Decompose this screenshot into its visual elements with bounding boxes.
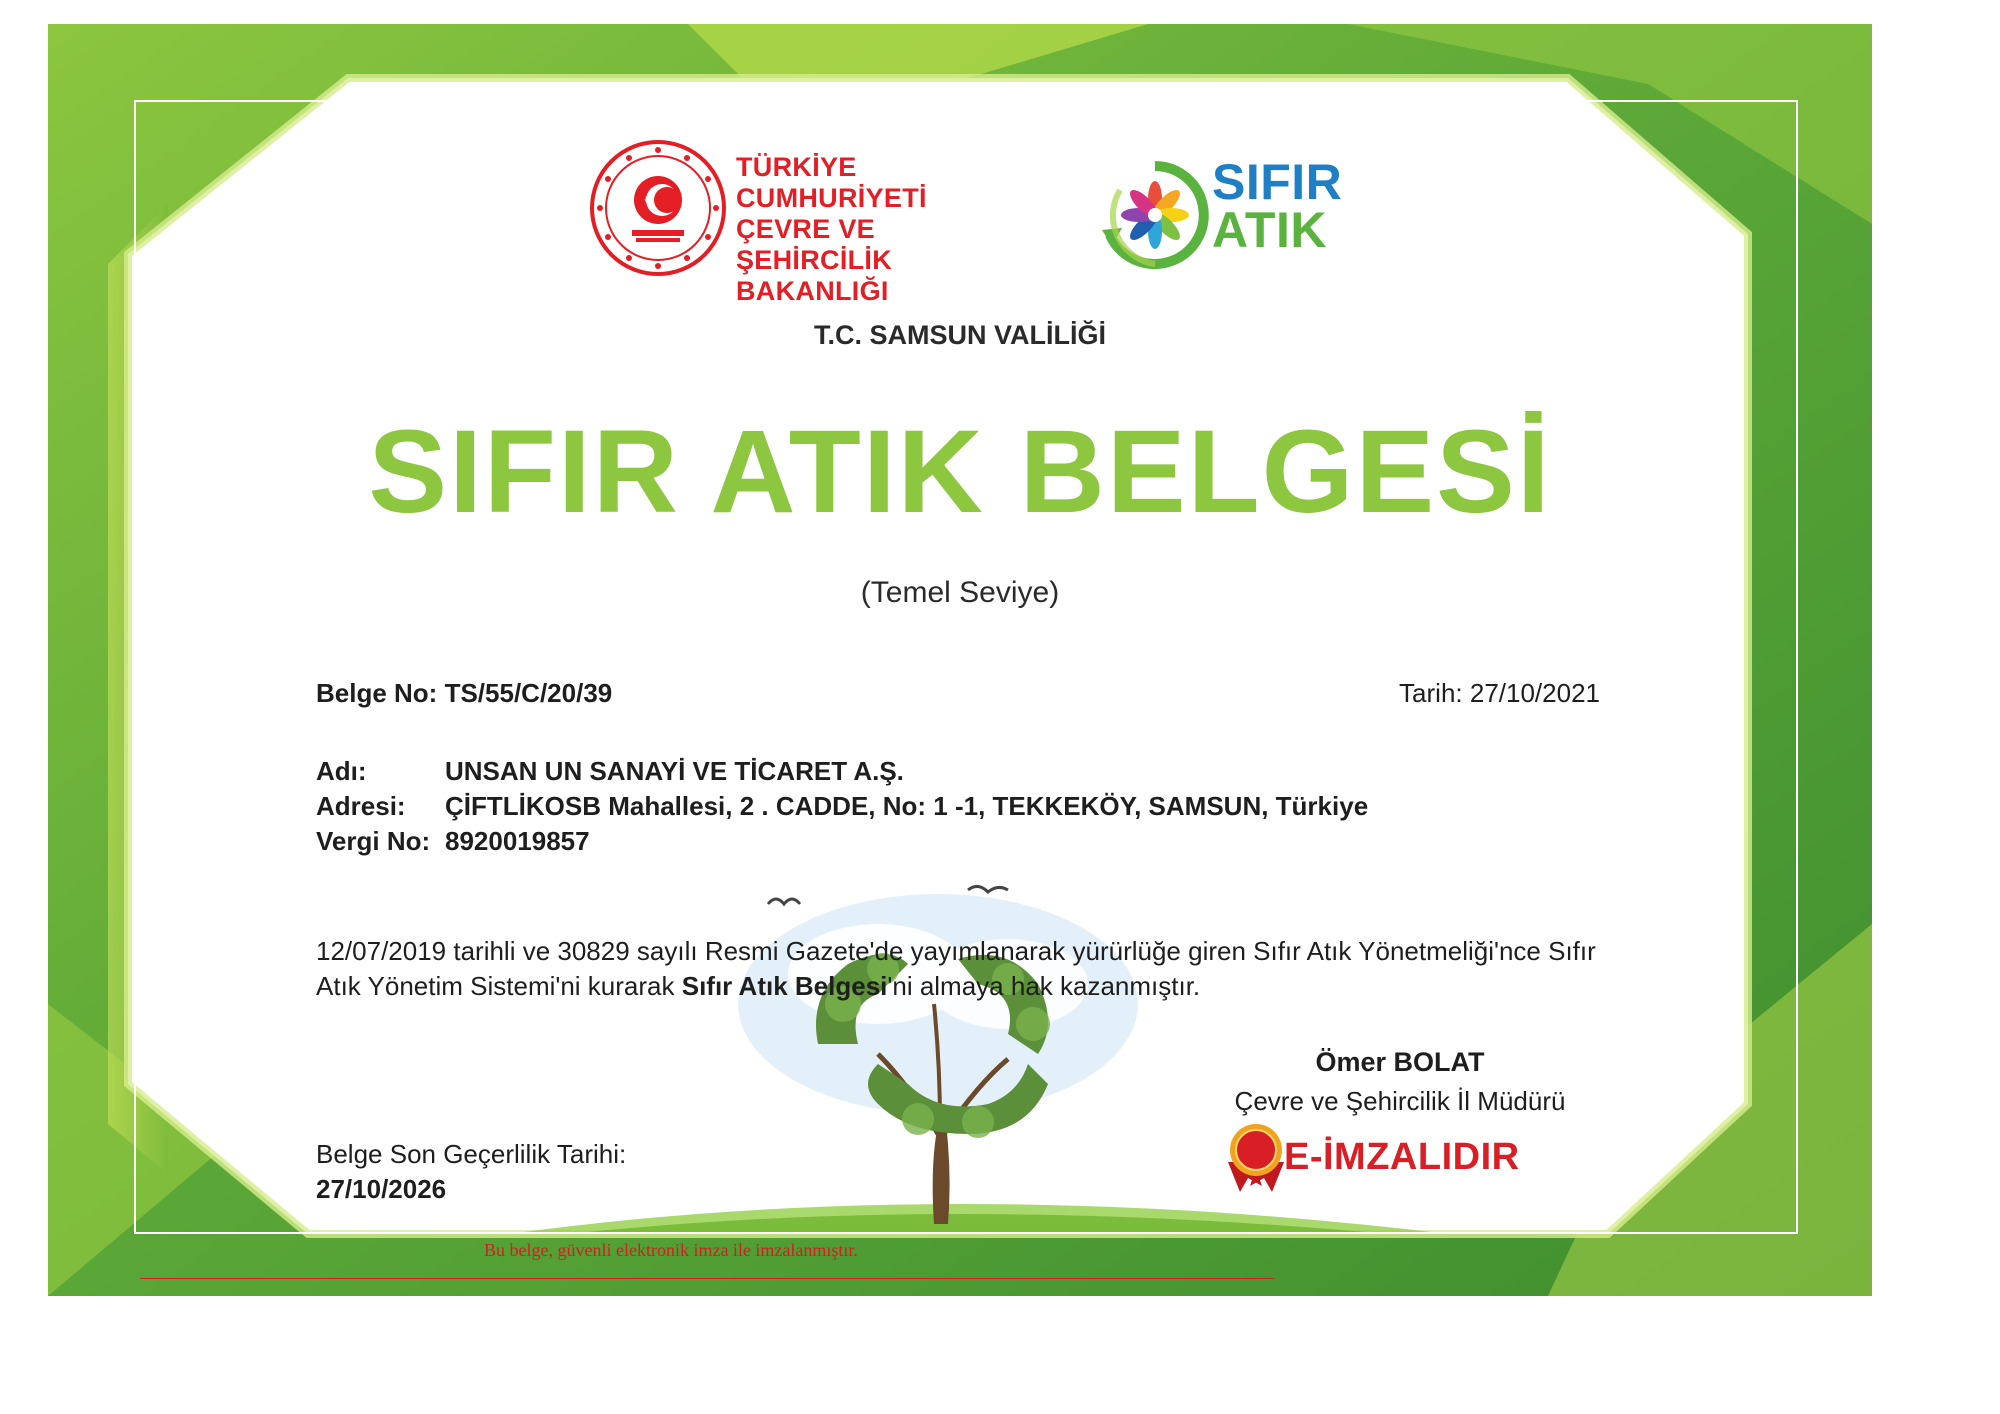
holder-address-label: Adresi: <box>316 791 406 821</box>
document-number-label: Belge No: <box>316 678 438 708</box>
holder-name: UNSAN UN SANAYİ VE TİCARET A.Ş. <box>445 756 904 786</box>
statement-bold-text: Sıfır Atık Belgesi <box>681 971 888 1001</box>
certificate-title: SIFIR ATIK BELGESİ <box>368 406 1552 538</box>
ministry-name-line-3: BAKANLIĞI <box>736 276 889 306</box>
statement-text-2: 'ni almaya hak kazanmıştır. <box>887 971 1201 1001</box>
governorship-heading: T.C. SAMSUN VALİLİĞİ <box>813 320 1106 350</box>
signer-name: Ömer BOLAT <box>1315 1047 1485 1077</box>
holder-address: ÇİFTLİKOSB Mahallesi, 2 . CADDE, No: 1 -1, TEKKEKÖY, SAMSUN, Türkiye <box>445 791 1369 821</box>
recycle-flower-icon <box>1100 160 1210 270</box>
e-signature-stamp: E-İMZALIDIR <box>1284 1136 1520 1178</box>
document-date-label: Tarih: <box>1399 678 1463 708</box>
ministry-seal-icon <box>588 138 728 278</box>
certificate <box>48 24 1872 1296</box>
document-number-value: TS/55/C/20/39 <box>444 678 613 708</box>
signer-title: Çevre ve Şehircilik İl Müdürü <box>1234 1086 1566 1116</box>
document-date <box>1399 678 1600 709</box>
statement-text-1: 12/07/2019 tarihli ve 30829 sayılı Resmi Gazete'de yayımlanarak yürürlüğe giren Sıfır Atık Yönetmeliği'nce Sıfır Atık Yönetim Sistemi'ni kurarak <box>316 936 1596 1001</box>
validity-label: Belge Son Geçerlilik Tarihi: <box>316 1139 627 1169</box>
certificate-level: (Temel Seviye) <box>860 576 1060 609</box>
holder-tax-label: Vergi No: <box>316 826 431 856</box>
ministry-name-line-2: ÇEVRE VE ŞEHİRCİLİK <box>736 214 893 275</box>
ministry-name-line-1: TÜRKİYE CUMHURİYETİ <box>736 152 927 213</box>
certificate-statement <box>316 934 1636 1004</box>
holder-name-label: Adı: <box>316 756 367 786</box>
document-date-value: 27/10/2021 <box>1469 678 1600 708</box>
sifir-logo-word-1: SIFIR <box>1212 154 1343 210</box>
ministry-logo <box>588 138 1038 306</box>
validity-date: 27/10/2026 <box>316 1174 447 1204</box>
footer-divider <box>140 1278 1274 1279</box>
sifir-logo-word-2: ATIK <box>1212 202 1327 258</box>
holder-tax-number: 8920019857 <box>445 826 590 856</box>
e-signature-note: Bu belge, güvenli elektronik imza ile imzalanmıştır. <box>484 1240 858 1260</box>
document-number <box>316 678 612 709</box>
sifir-atik-logo <box>1100 156 1360 286</box>
